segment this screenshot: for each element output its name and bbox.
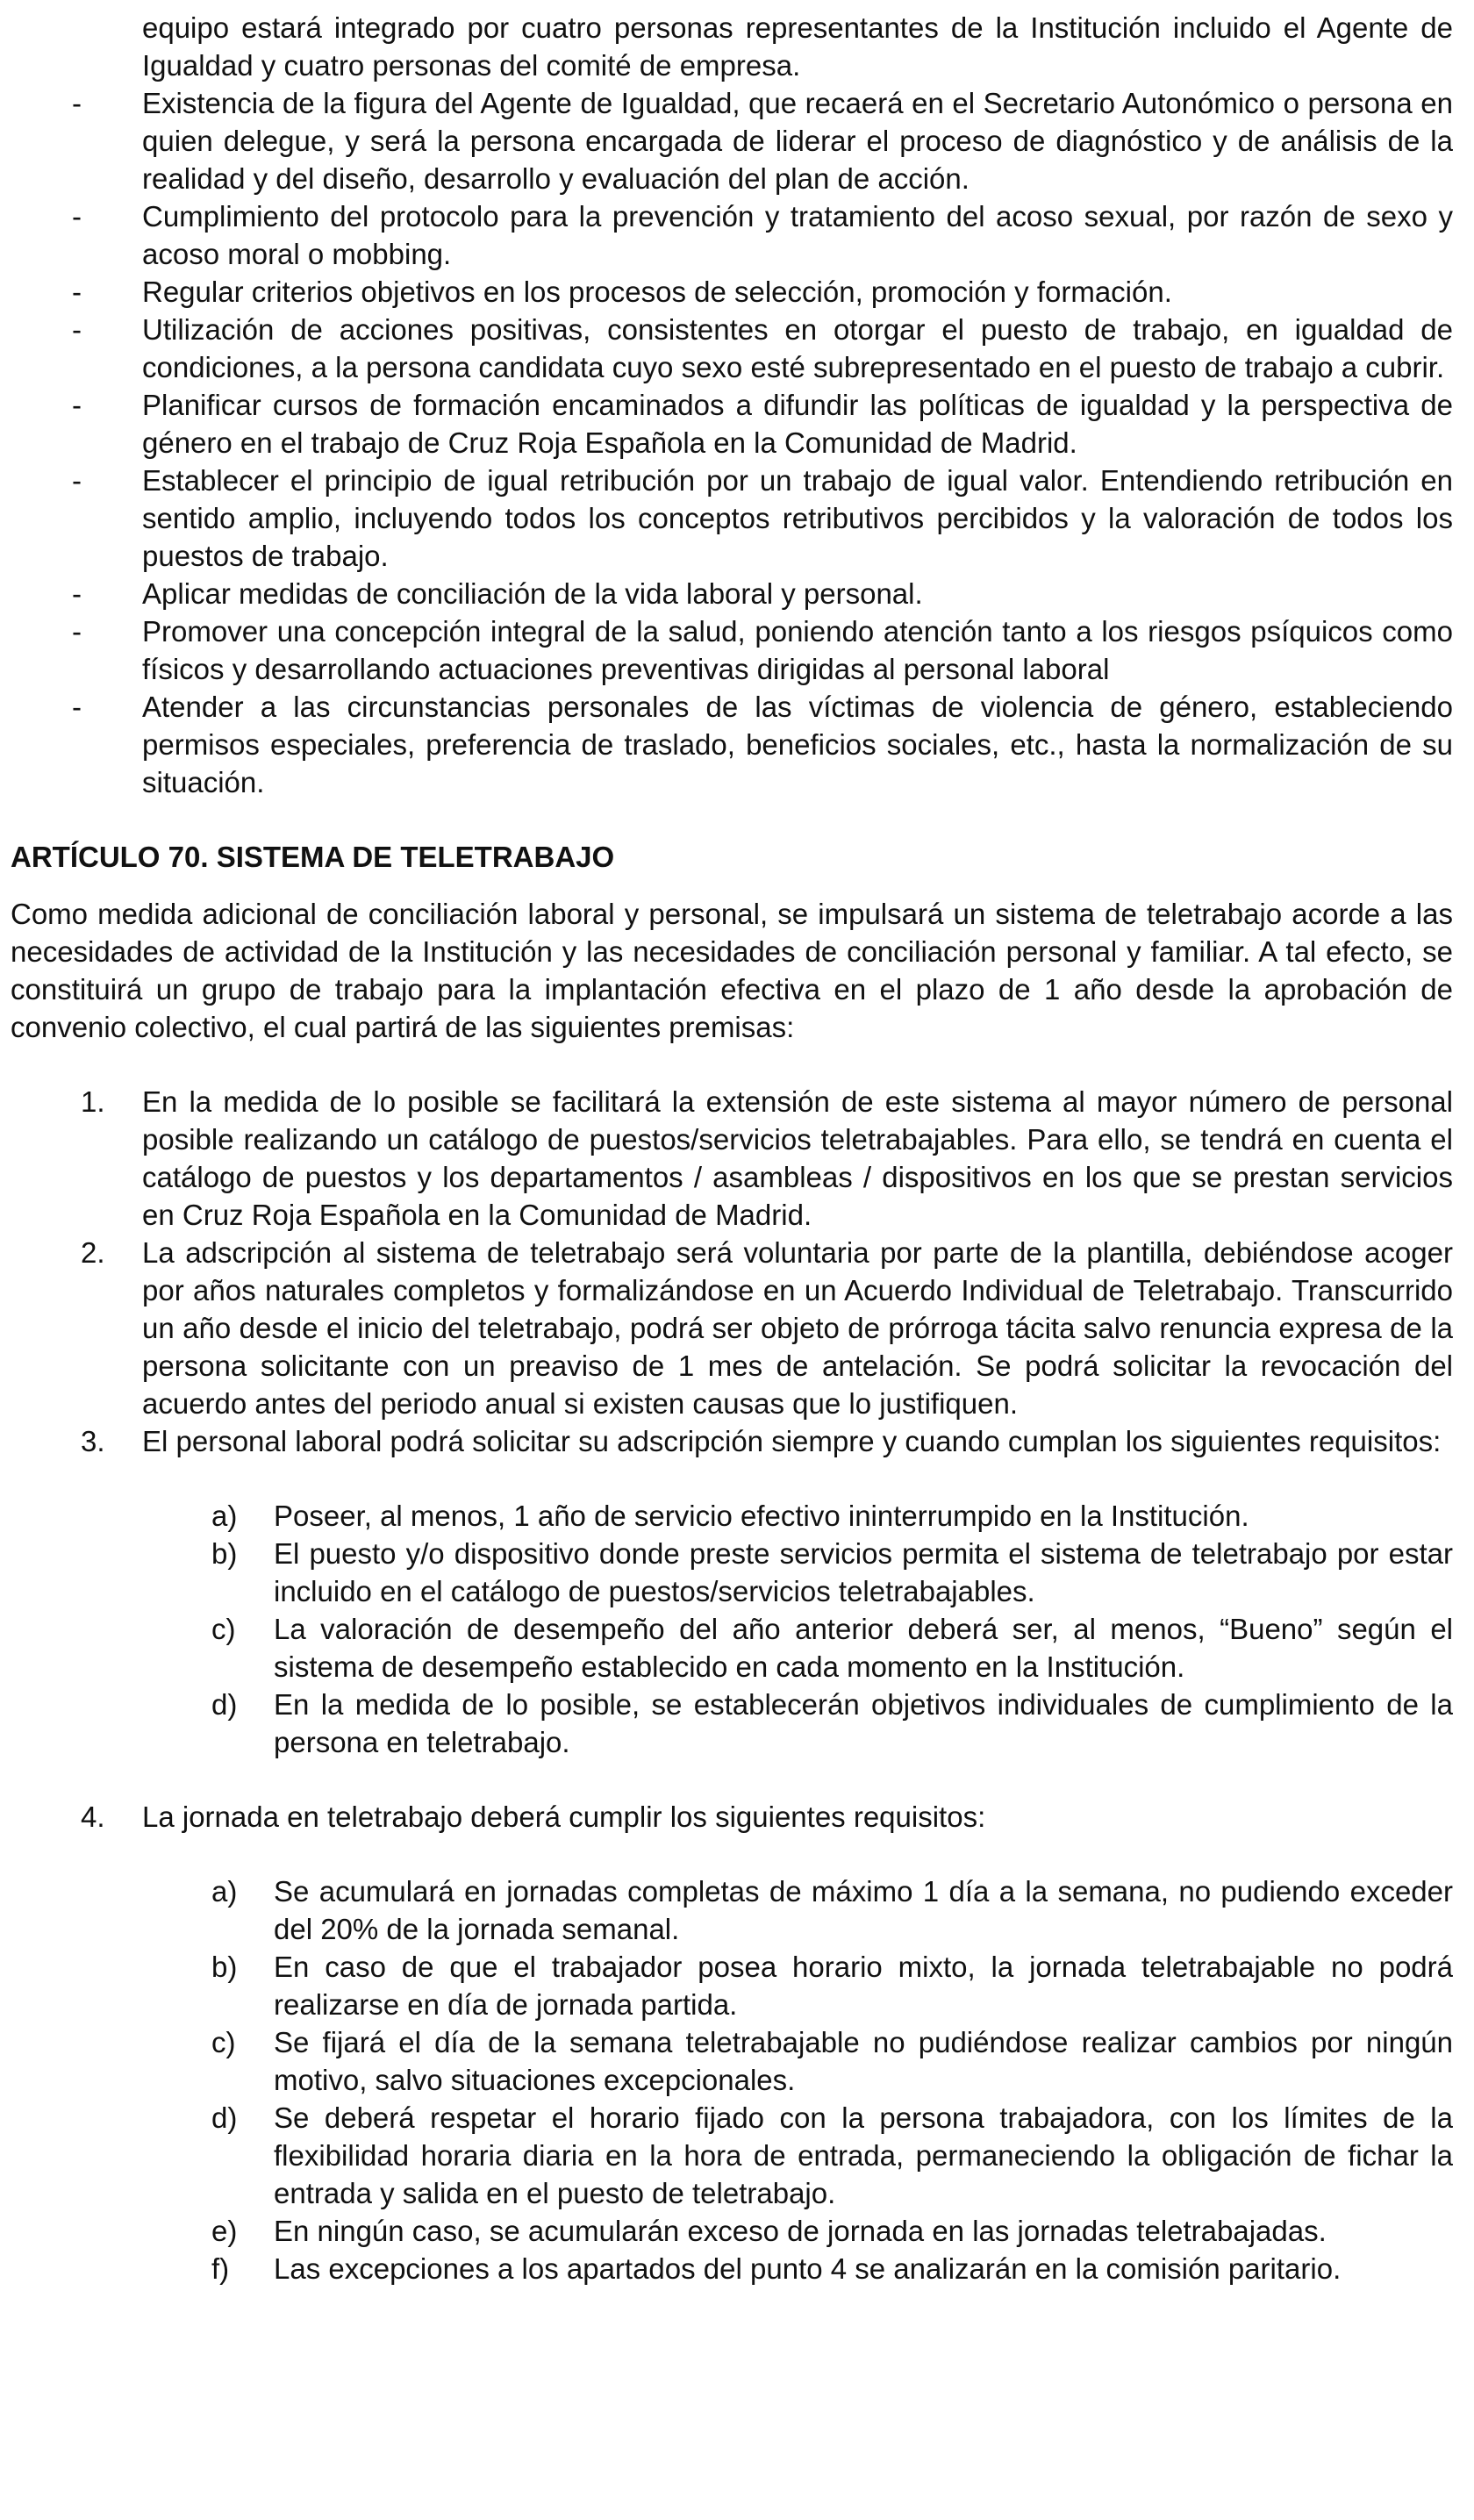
sub-item — [11, 1872, 1453, 1948]
sub-item-text: El puesto y/o dispositivo donde preste servicios permita el sistema de teletrabajo por estar incluido en el catálogo de puestos/servicios teletrabajables. — [274, 1537, 1453, 1607]
dash-marker: - — [72, 615, 82, 648]
sub-item-text: En caso de que el trabajador posea horario mixto, la jornada teletrabajable no podrá realizarse en día de jornada partida. — [274, 1951, 1453, 2021]
dash-marker: - — [72, 464, 82, 497]
dash-marker: - — [72, 87, 82, 119]
item-number: 1. — [81, 1085, 105, 1118]
dash-marker: - — [72, 200, 82, 233]
sub-item — [11, 2250, 1453, 2287]
numbered-item-text: La jornada en teletrabajo deberá cumplir los siguientes requisitos: — [142, 1801, 986, 1833]
article-intro: Como medida adicional de conciliación laboral y personal, se impulsará un sistema de teletrabajo acorde a las necesidades de actividad de la Institución y las necesidades de conciliación personal y familiar. A tal efecto, se constituirá un grupo de trabajo para la implantación efectiva en el plazo de 1 año desde la aprobación de convenio colectivo, el cual partirá de las siguientes premisas: — [11, 898, 1453, 1043]
list-item — [11, 462, 1453, 575]
sub-item — [11, 2099, 1453, 2212]
dash-marker: - — [72, 276, 82, 308]
numbered-item-text: El personal laboral podrá solicitar su adscripción siempre y cuando cumplan los siguientes requisitos: — [142, 1425, 1442, 1457]
sub-item — [11, 1535, 1453, 1610]
list-item-text: Utilización de acciones positivas, consistentes en otorgar el puesto de trabajo, en igualdad de condiciones, a la persona candidata cuyo sexo esté subrepresentado en el puesto de trabajo a cubrir. — [142, 313, 1453, 383]
sub-item-text: En ningún caso, se acumularán exceso de jornada en las jornadas teletrabajadas. — [274, 2215, 1327, 2247]
list-item-text: Establecer el principio de igual retribución por un trabajo de igual valor. Entendiendo retribución en sentido amplio, incluyendo todos los conceptos retributivos percibidos y la valoración de todos los puestos de trabajo. — [142, 464, 1453, 572]
premises-list — [11, 1083, 1453, 2287]
sub-item — [11, 1948, 1453, 2023]
sub-item-text: Se deberá respetar el horario fijado con la persona trabajadora, con los límites de la flexibilidad horaria diaria en la hora de entrada, permaneciendo la obligación de fichar la entrada y salida en el puesto de teletrabajo. — [274, 2101, 1453, 2209]
dash-marker: - — [72, 389, 82, 421]
list-item — [11, 197, 1453, 273]
sub-item-letter: a) — [211, 1500, 238, 1532]
list-item — [11, 386, 1453, 462]
list-item-text: Atender a las circunstancias personales de las víctimas de violencia de género, estableciendo permisos especiales, preferencia de traslado, beneficios sociales, etc., hasta la normalización de su situación. — [142, 691, 1453, 798]
sub-item-text: Poseer, al menos, 1 año de servicio efectivo ininterrumpido en la Institución. — [274, 1500, 1249, 1532]
item-number: 4. — [81, 1801, 105, 1833]
requirements-sublist — [11, 1497, 1453, 1761]
sub-item-letter: d) — [211, 2101, 238, 2134]
intro-continuation: equipo estará integrado por cuatro personas representantes de la Institución incluido el Agente de Igualdad y cuatro personas del comité de empresa. — [142, 11, 1453, 82]
article-heading: ARTÍCULO 70. SISTEMA DE TELETRABAJO — [11, 841, 615, 873]
numbered-item — [11, 1083, 1453, 1234]
sub-item — [11, 2212, 1453, 2250]
numbered-item-text: En la medida de lo posible se facilitará la extensión de este sistema al mayor número de personal posible realizando un catálogo de puestos/servicios teletrabajables. Para ello, se tendrá en cuenta el catálogo de puestos y los departamentos / asambleas / dispositivos en los que se prestan servicios en Cruz Roja Española en la Comunidad de Madrid. — [142, 1085, 1453, 1231]
sub-item — [11, 1686, 1453, 1761]
equality-measures-list — [11, 9, 1453, 801]
sub-item — [11, 2023, 1453, 2099]
list-item-text: Planificar cursos de formación encaminados a difundir las políticas de igualdad y la perspectiva de género en el trabajo de Cruz Roja Española en la Comunidad de Madrid. — [142, 389, 1453, 459]
list-item — [11, 575, 1453, 612]
sub-item-letter: a) — [211, 1875, 238, 1908]
sub-item-text: La valoración de desempeño del año anterior deberá ser, al menos, “Bueno” según el sistema de desempeño establecido en cada momento en la Institución. — [274, 1613, 1453, 1683]
dash-marker: - — [72, 691, 82, 723]
sub-item-letter: b) — [211, 1951, 238, 1983]
list-item — [11, 688, 1453, 801]
item-number: 2. — [81, 1236, 105, 1269]
sub-item-text: Se fijará el día de la semana teletrabajable no pudiéndose realizar cambios por ningún motivo, salvo situaciones excepcionales. — [274, 2026, 1453, 2096]
sub-item-letter: c) — [211, 2026, 236, 2058]
workday-requirements-sublist — [11, 1872, 1453, 2287]
sub-item — [11, 1610, 1453, 1686]
sub-item-letter: d) — [211, 1688, 238, 1721]
sub-item-text: Las excepciones a los apartados del punto 4 se analizarán en la comisión paritario. — [274, 2252, 1342, 2285]
numbered-item-text: La adscripción al sistema de teletrabajo será voluntaria por parte de la plantilla, debiéndose acoger por años naturales completos y formalizándose en un Acuerdo Individual de Teletrabajo. Transcurrido un año desde el inicio del teletrabajo, podrá ser objeto de prórroga tácita salvo renuncia expresa de la persona solicitante con un preaviso de 1 mes de antelación. Se podrá solicitar la revocación del acuerdo antes del periodo anual si existen causas que lo justifiquen. — [142, 1236, 1453, 1420]
sub-item-letter: f) — [211, 2252, 230, 2285]
list-item — [11, 311, 1453, 386]
list-item — [11, 273, 1453, 311]
item-number: 3. — [81, 1425, 105, 1457]
sub-item-letter: e) — [211, 2215, 238, 2247]
list-item — [11, 612, 1453, 688]
sub-item-text: Se acumulará en jornadas completas de máximo 1 día a la semana, no pudiendo exceder del 20% de la jornada semanal. — [274, 1875, 1453, 1945]
list-item-text: Promover una concepción integral de la salud, poniendo atención tanto a los riesgos psíquicos como físicos y desarrollando actuaciones preventivas dirigidas al personal laboral — [142, 615, 1453, 685]
list-item — [11, 84, 1453, 197]
list-item-text: Aplicar medidas de conciliación de la vida laboral y personal. — [142, 577, 923, 610]
dash-marker: - — [72, 313, 82, 346]
sub-item — [11, 1497, 1453, 1535]
numbered-item — [11, 1234, 1453, 1422]
list-item-text: Cumplimiento del protocolo para la prevención y tratamiento del acoso sexual, por razón de sexo y acoso moral o mobbing. — [142, 200, 1453, 270]
sub-item-letter: b) — [211, 1537, 238, 1570]
dash-marker: - — [72, 577, 82, 610]
numbered-item — [11, 1798, 1453, 1836]
list-item-text: Regular criterios objetivos en los procesos de selección, promoción y formación. — [142, 276, 1172, 308]
numbered-item — [11, 1422, 1453, 1460]
list-item-text: Existencia de la figura del Agente de Igualdad, que recaerá en el Secretario Autonómico o persona en quien delegue, y será la persona encargada de liderar el proceso de diagnóstico y de análisis de la realidad y del diseño, desarrollo y evaluación del plan de acción. — [142, 87, 1453, 195]
sub-item-text: En la medida de lo posible, se establecerán objetivos individuales de cumplimiento de la persona en teletrabajo. — [274, 1688, 1453, 1758]
sub-item-letter: c) — [211, 1613, 236, 1645]
